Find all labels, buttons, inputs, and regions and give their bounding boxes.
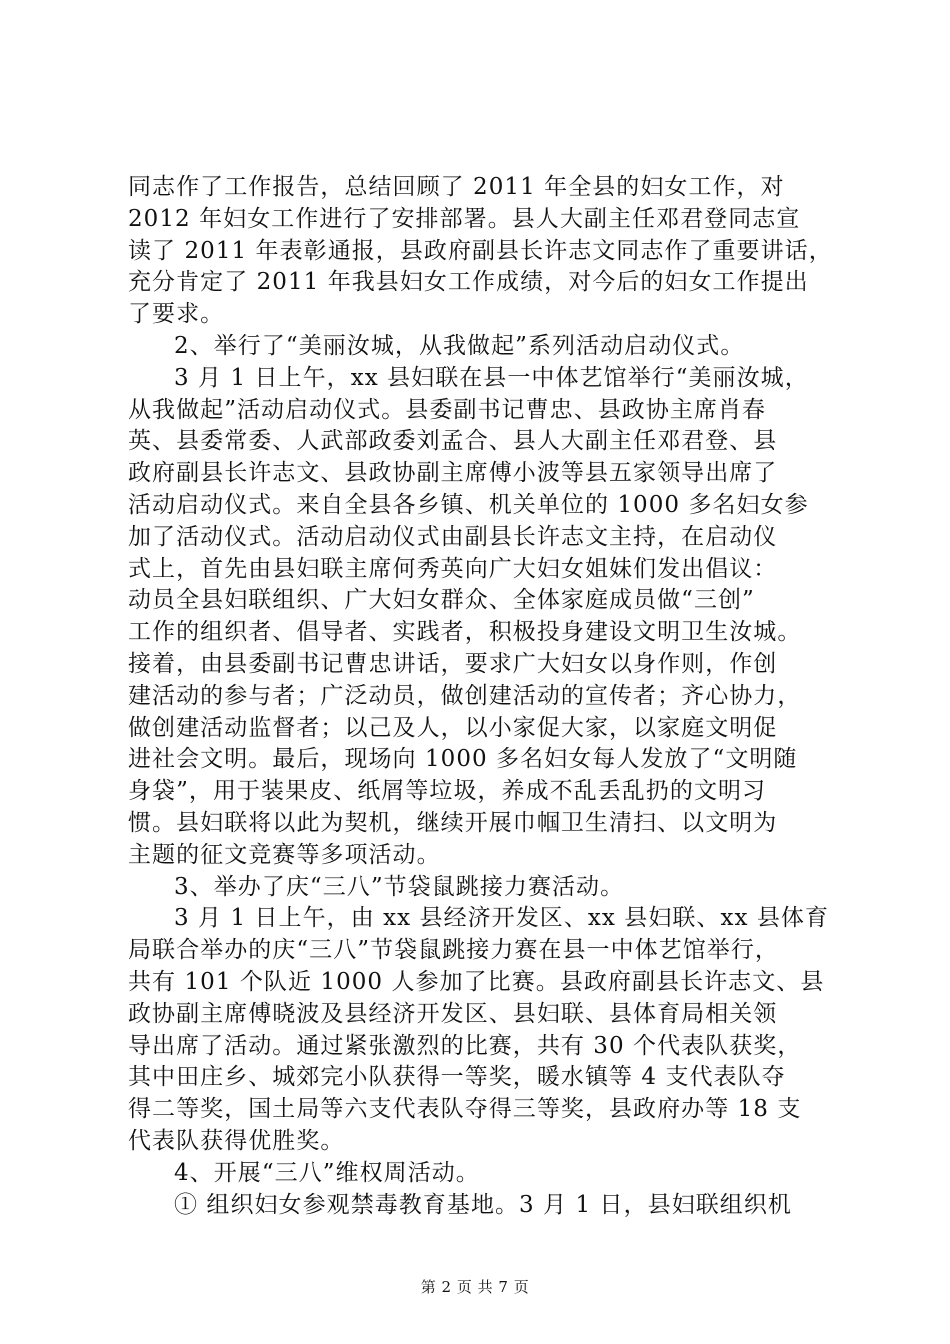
text-line: 身袋”，用于装果皮、纸屑等垃圾，养成不乱丢乱扔的文明习 bbox=[128, 778, 767, 805]
text-line: 同志作了工作报告，总结回顾了 2011 年全县的妇女工作，对 bbox=[128, 174, 785, 200]
text-line: 式上，首先由县妇联主席何秀英向广大妇女姐妹们发出倡议： bbox=[128, 555, 778, 582]
text-line: 动员全县妇联组织、广大妇女群众、全体家庭成员做“三创” bbox=[128, 587, 755, 614]
text-line: ① 组织妇女参观禁毒教育基地。3 月 1 日，县妇联组织机 bbox=[174, 1191, 792, 1218]
section-heading: 3、举办了庆“三八”节袋鼠跳接力赛活动。 bbox=[174, 873, 625, 900]
page-footer: 第 2 页 共 7 页 bbox=[420, 1278, 530, 1296]
body-text bbox=[128, 172, 840, 1221]
text-line: 英、县委常委、人武部政委刘孟合、县人大副主任邓君登、县 bbox=[128, 428, 778, 455]
text-line: 政府副县长许志文、县政协副主席傅小波等县五家领导出席了 bbox=[128, 460, 778, 487]
text-line: 活动启动仪式。来自全县各乡镇、机关单位的 1000 多名妇女参 bbox=[128, 491, 809, 518]
text-line: 其中田庄乡、城郊完小队获得一等奖，暖水镇等 4 支代表队夺 bbox=[128, 1064, 786, 1091]
text-line: 主题的征文竞赛等多项活动。 bbox=[128, 841, 441, 868]
text-line: 建活动的参与者；广泛动员，做创建活动的宣传者；齐心协力， bbox=[128, 682, 802, 709]
text-line: 惯。县妇联将以此为契机，继续开展巾帼卫生清扫、以文明为 bbox=[128, 809, 778, 836]
text-line: 做创建活动监督者；以己及人，以小家促大家，以家庭文明促 bbox=[128, 714, 778, 741]
text-line: 进社会文明。最后，现场向 1000 多名妇女每人发放了“文明随 bbox=[128, 746, 798, 773]
text-line: 接着，由县委副书记曹忠讲话，要求广大妇女以身作则，作创 bbox=[128, 650, 778, 677]
text-line: 从我做起”活动启动仪式。县委副书记曹忠、县政协主席肖春 bbox=[128, 396, 767, 423]
section-heading: 4、开展“三八”维权周活动。 bbox=[174, 1159, 480, 1186]
text-line: 工作的组织者、倡导者、实践者，积极投身建设文明卫生汝城。 bbox=[128, 619, 802, 646]
text-line: 政协副主席傅晓波及县经济开发区、县妇联、县体育局相关领 bbox=[128, 1000, 778, 1027]
text-line: 2012 年妇女工作进行了安排部署。县人大副主任邓君登同志宣 bbox=[128, 205, 801, 232]
text-line: 得二等奖，国土局等六支代表队夺得三等奖，县政府办等 18 支 bbox=[128, 1096, 802, 1123]
text-line: 充分肯定了 2011 年我县妇女工作成绩，对今后的妇女工作提出 bbox=[128, 269, 809, 296]
text-line: 了要求。 bbox=[128, 301, 225, 328]
text-line: 加了活动仪式。活动启动仪式由副县长许志文主持，在启动仪 bbox=[128, 523, 778, 550]
text-line: 共有 101 个队近 1000 人参加了比赛。县政府副县长许志文、县 bbox=[128, 968, 825, 995]
text-line: 3 月 1 日上午，xx 县妇联在县一中体艺馆举行“美丽汝城， bbox=[174, 364, 809, 391]
section-heading: 2、举行了“美丽汝城，从我做起”系列活动启动仪式。 bbox=[174, 332, 745, 359]
text-line: 3 月 1 日上午，由 xx 县经济开发区、xx 县妇联、xx 县体育 bbox=[174, 905, 830, 932]
text-line: 读了 2011 年表彰通报，县政府副县长许志文同志作了重要讲话， bbox=[128, 237, 833, 264]
text-line: 局联合举办的庆“三八”节袋鼠跳接力赛在县一中体艺馆举行， bbox=[128, 937, 779, 964]
text-line: 导出席了活动。通过紧张激烈的比赛，共有 30 个代表队获奖， bbox=[128, 1032, 802, 1059]
text-line: 代表队获得优胜奖。 bbox=[128, 1127, 345, 1154]
